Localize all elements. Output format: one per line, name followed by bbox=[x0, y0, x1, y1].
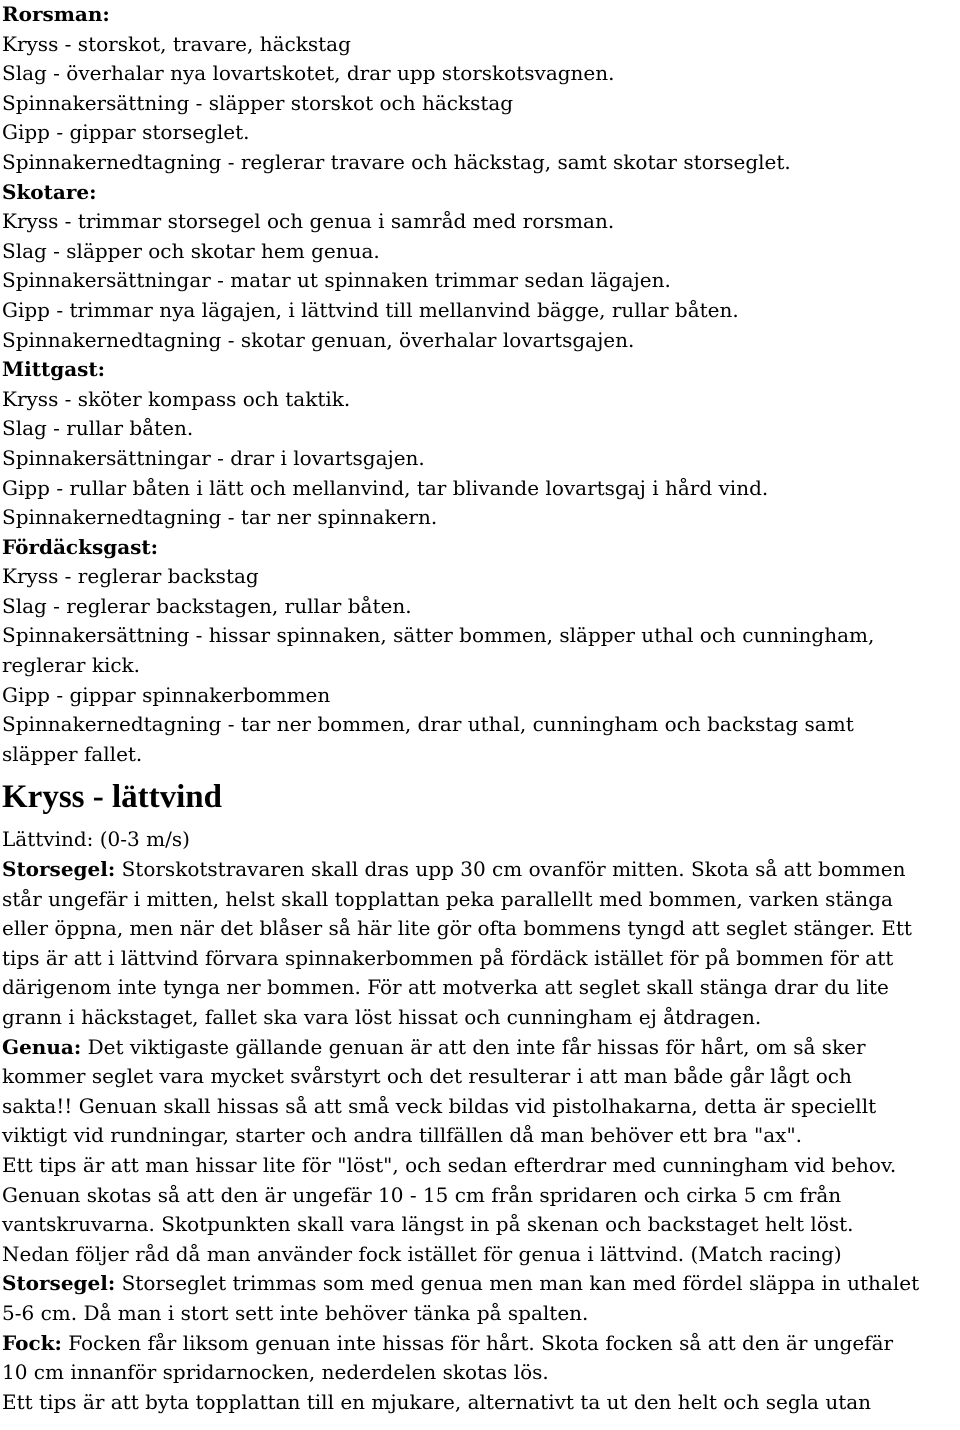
body-line bbox=[2, 944, 958, 974]
body-line bbox=[2, 1358, 958, 1388]
body-line-text: vantskruvarna. Skotpunkten skall vara längst in på skenan och backstaget helt löst. bbox=[2, 1212, 854, 1237]
body-line bbox=[2, 1181, 958, 1211]
body-line-text: grann i häckstaget, fallet ska vara löst hissat och cunningham ej åtdragen. bbox=[2, 1005, 762, 1029]
body-line bbox=[2, 1240, 958, 1270]
role-title: Rorsman: bbox=[2, 2, 110, 26]
body-line bbox=[2, 1062, 958, 1092]
role-duty-line: Kryss - reglerar backstag bbox=[2, 564, 259, 589]
crew-roles-list bbox=[2, 0, 958, 769]
role-duty-line: Slag - reglerar backstagen, rullar båten. bbox=[2, 593, 412, 618]
role-duty-line: Kryss - storskot, travare, häckstag bbox=[2, 31, 351, 56]
section-body bbox=[2, 855, 958, 1417]
role-duty-line: Kryss - trimmar storsegel och genua i samråd med rorsman. bbox=[2, 209, 615, 234]
role-duty-line: Gipp - gippar spinnakerbommen bbox=[2, 682, 331, 707]
body-line-label: Storsegel: bbox=[2, 857, 116, 882]
body-line bbox=[2, 1388, 958, 1418]
role-title: Skotare: bbox=[2, 179, 97, 204]
role-duty-line: Spinnakernedtagning - skotar genuan, överhalar lovartsgajen. bbox=[2, 327, 635, 352]
body-line bbox=[2, 1092, 958, 1122]
body-line-label: Storsegel: bbox=[2, 1271, 116, 1296]
body-line bbox=[2, 973, 958, 1003]
body-line-text: Focken får liksom genuan inte hissas för hårt. Skota focken så att den är ungefär bbox=[61, 1330, 894, 1355]
body-line-text: viktigt vid rundningar, starter och andra tillfällen då man behöver ett bra "ax". bbox=[2, 1123, 803, 1148]
role-duty-line: släpper fallet. bbox=[2, 741, 143, 766]
body-line-text: tips är att i lättvind förvara spinnakerbommen på fördäck istället för på bommen för att bbox=[2, 945, 894, 970]
body-line-text: Genuan skotas så att den är ungefär 10 - 15 cm från spridaren och cirka 5 cm från bbox=[2, 1182, 842, 1207]
role-duty-line: Slag - överhalar nya lovartskotet, drar upp storskotsvagnen. bbox=[2, 61, 615, 86]
role-duty-line: Slag - rullar båten. bbox=[2, 416, 194, 441]
body-line bbox=[2, 1121, 958, 1151]
body-line bbox=[2, 1151, 958, 1181]
role-title: Mittgast: bbox=[2, 357, 106, 382]
role-duty-line: Spinnakersättning - släpper storskot och häckstag bbox=[2, 90, 514, 115]
role-duty-line: Gipp - rullar båten i lätt och mellanvind, tar blivande lovartsgaj i hård vind. bbox=[2, 475, 769, 500]
body-line-text: därigenom inte tynga ner bommen. För att motverka att seglet skall stänga drar du lite bbox=[2, 975, 889, 1000]
role-duty-line: Spinnakernedtagning - reglerar travare och häckstag, samt skotar storseglet. bbox=[2, 149, 791, 174]
body-line-text: står ungefär i mitten, helst skall topplattan peka parallellt med bommen, varken stänga bbox=[2, 886, 893, 911]
role-duty-line: Spinnakernedtagning - tar ner spinnakern. bbox=[2, 505, 438, 530]
body-line bbox=[2, 1269, 958, 1299]
body-line bbox=[2, 855, 958, 885]
body-line bbox=[2, 1329, 958, 1359]
role-duty-line: Gipp - trimmar nya lägajen, i lättvind till mellanvind bägge, rullar båten. bbox=[2, 297, 739, 322]
body-line-label: Genua: bbox=[2, 1034, 82, 1059]
body-line-text: 5-6 cm. Då man i stort sett inte behöver tänka på spalten. bbox=[2, 1300, 589, 1325]
body-line-text: kommer seglet vara mycket svårstyrt och det resulterar i att man både går lågt och bbox=[2, 1064, 852, 1089]
role-duty-line: Gipp - gippar storseglet. bbox=[2, 120, 250, 145]
body-line-text: Nedan följer råd då man använder fock istället för genua i lättvind. (Match racing) bbox=[2, 1241, 842, 1266]
role-duty-line: Slag - släpper och skotar hem genua. bbox=[2, 238, 380, 263]
body-line bbox=[2, 1003, 958, 1033]
role-duty-line: Spinnakersättningar - drar i lovartsgajen. bbox=[2, 445, 425, 470]
body-line-text: Ett tips är att byta topplattan till en mjukare, alternativt ta ut den helt och segla utan bbox=[2, 1389, 872, 1414]
section-subheading: Lättvind: (0-3 m/s) bbox=[2, 827, 190, 852]
body-line bbox=[2, 1299, 958, 1329]
role-duty-line: Spinnakernedtagning - tar ner bommen, drar uthal, cunningham och backstag samt bbox=[2, 712, 854, 737]
body-line-text: Det viktigaste gällande genuan är att den inte får hissas för hårt, om så sker bbox=[81, 1034, 866, 1059]
body-line bbox=[2, 885, 958, 915]
body-line-text: 10 cm innanför spridarnocken, nederdelen skotas lös. bbox=[2, 1360, 549, 1385]
role-duty-line: reglerar kick. bbox=[2, 653, 141, 678]
role-title: Fördäcksgast: bbox=[2, 534, 159, 559]
body-line-text: sakta!! Genuan skall hissas så att små veck bildas vid pistolhakarna, detta är speciellt bbox=[2, 1093, 877, 1118]
body-line-text: Storseglet trimmas som med genua men man kan med fördel släppa in uthalet bbox=[115, 1271, 920, 1296]
body-line bbox=[2, 1210, 958, 1240]
body-line-text: Ett tips är att man hissar lite för "löst", och sedan efterdrar med cunningham vid behov. bbox=[2, 1152, 897, 1177]
role-duty-line: Spinnakersättningar - matar ut spinnaken trimmar sedan lägajen. bbox=[2, 268, 671, 293]
role-duty-line: Kryss - sköter kompass och taktik. bbox=[2, 386, 351, 411]
body-line bbox=[2, 914, 958, 944]
section-heading: Kryss - lättvind bbox=[2, 779, 223, 816]
role-duty-line: Spinnakersättning - hissar spinnaken, sätter bommen, släpper uthal och cunningham, bbox=[2, 623, 875, 648]
body-line-text: Storskotstravaren skall dras upp 30 cm ovanför mitten. Skota så att bommen bbox=[115, 857, 906, 882]
body-line bbox=[2, 1033, 958, 1063]
body-line-text: eller öppna, men när det blåser så här lite gör ofta bommens tyngd att seglet stänger. Ett bbox=[2, 916, 912, 941]
body-line-label: Fock: bbox=[2, 1330, 62, 1355]
